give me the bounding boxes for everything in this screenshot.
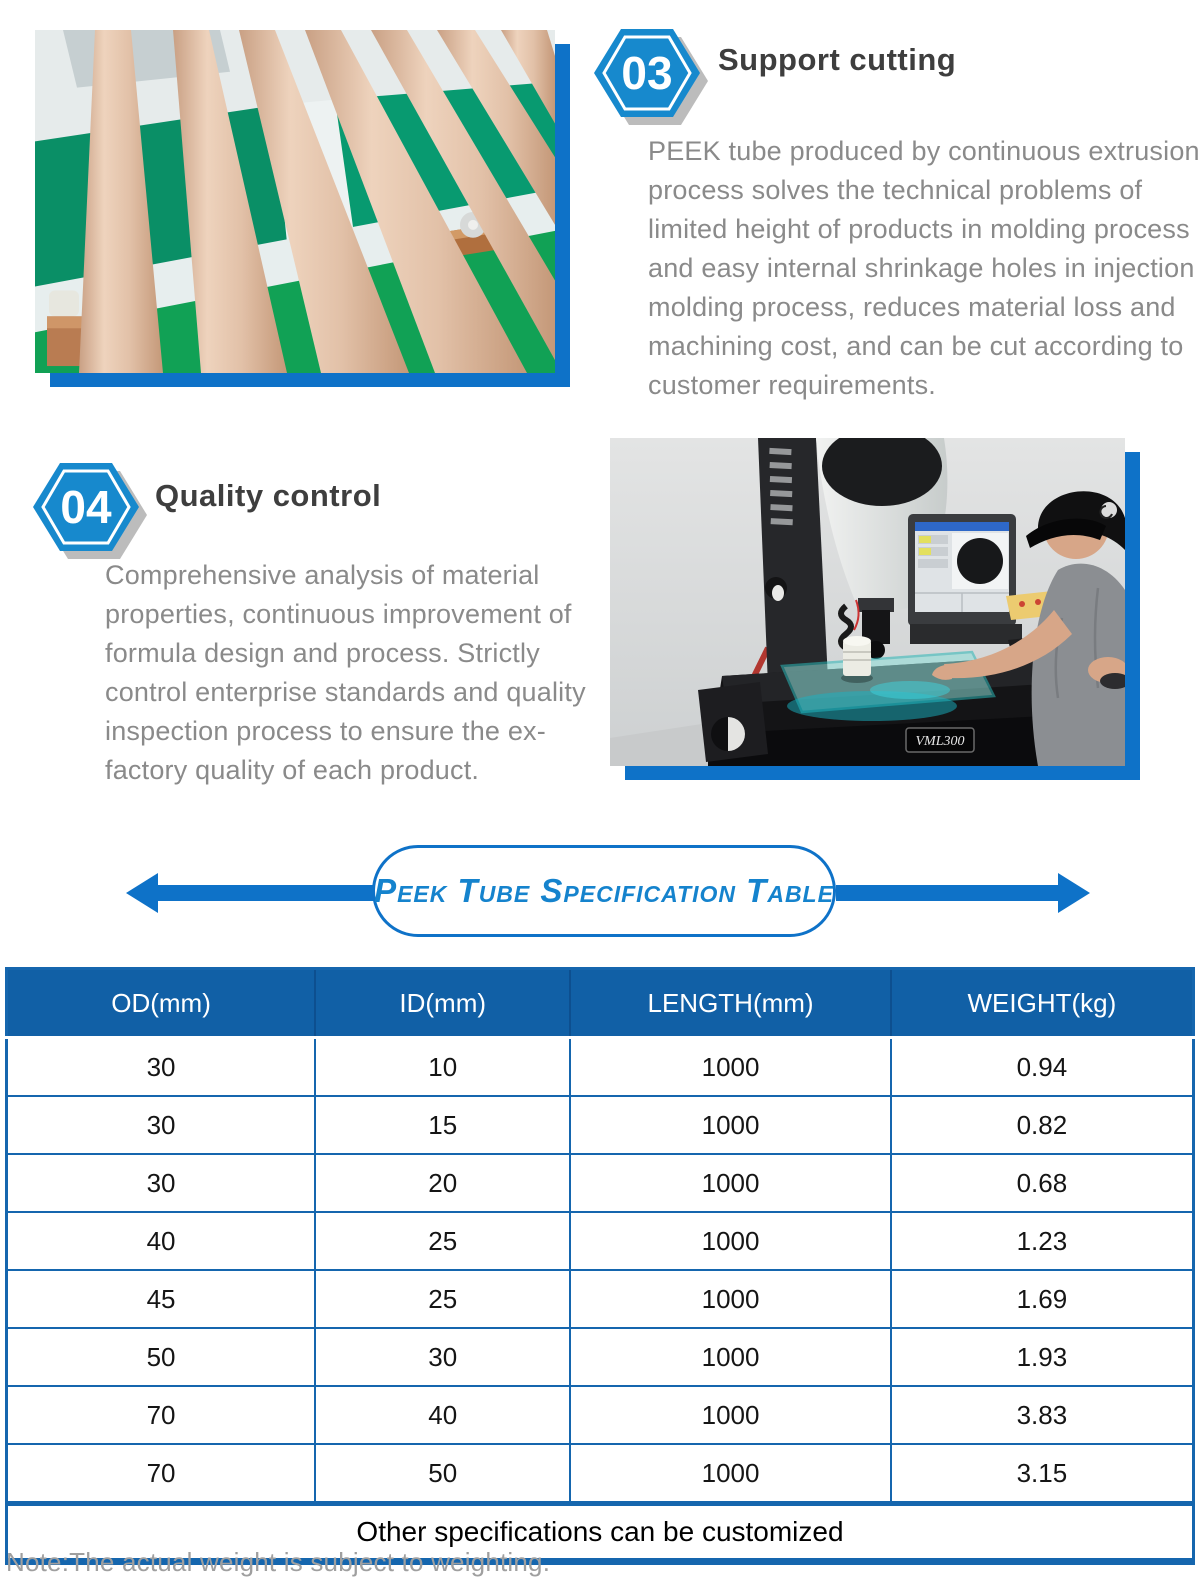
column-header-weight: WEIGHT(kg)	[891, 969, 1194, 1038]
table-row	[7, 1212, 1194, 1270]
spec-table	[5, 967, 1195, 1565]
spec-cell: 20	[315, 1154, 570, 1212]
step-description: Comprehensive analysis of material properties, continuous improvement of formula design and process. Strictly control enterprise standards and quality inspection process to ensure the ex-factory quality of each product.	[105, 560, 586, 785]
spec-cell: 1000	[570, 1444, 890, 1504]
spec-cell: 30	[315, 1328, 570, 1386]
spec-cell: 40	[7, 1212, 316, 1270]
spec-header-row	[7, 969, 1194, 1038]
spec-banner-title: Peek Tube Specification Table	[374, 872, 834, 909]
table-row	[7, 1328, 1194, 1386]
spec-cell: 25	[315, 1212, 570, 1270]
step-title: Support cutting	[718, 42, 957, 77]
spec-cell: 3.15	[891, 1444, 1194, 1504]
spec-cell: 30	[7, 1154, 316, 1212]
table-row	[7, 1038, 1194, 1097]
spec-cell: 1000	[570, 1154, 890, 1212]
peek-tubes-illustration	[35, 30, 555, 373]
spec-banner	[372, 845, 836, 937]
spec-cell: 1.93	[891, 1328, 1194, 1386]
spec-cell: 70	[7, 1444, 316, 1504]
spec-cell: 1000	[570, 1386, 890, 1444]
table-row	[7, 1270, 1194, 1328]
spec-cell: 0.94	[891, 1038, 1194, 1097]
weight-note: Note:The actual weight is subject to weighting.	[6, 1547, 551, 1577]
spec-cell: 50	[315, 1444, 570, 1504]
table-row	[7, 1386, 1194, 1444]
spec-cell: 0.68	[891, 1154, 1194, 1212]
spec-cell: 45	[7, 1270, 316, 1328]
machine-model-label: VML300	[915, 734, 965, 749]
quality-control-illustration	[610, 438, 1125, 766]
hexagon-badge-icon	[594, 26, 700, 120]
spec-cell: 1000	[570, 1096, 890, 1154]
spec-cell: 0.82	[891, 1096, 1194, 1154]
quality-control-photo	[610, 438, 1125, 766]
table-row	[7, 1096, 1194, 1154]
step-title: Quality control	[155, 478, 382, 513]
step-badge-04	[33, 460, 139, 554]
spec-cell: 50	[7, 1328, 316, 1386]
spec-cell: 1000	[570, 1038, 890, 1097]
right-arrow-icon	[836, 871, 1094, 915]
column-header-length: LENGTH(mm)	[570, 969, 890, 1038]
spec-cell: 30	[7, 1038, 316, 1097]
spec-table-footer: Other specifications can be customized	[7, 1504, 1194, 1562]
spec-cell: 25	[315, 1270, 570, 1328]
spec-cell: 3.83	[891, 1386, 1194, 1444]
hexagon-badge-icon	[33, 460, 139, 554]
column-header-od: OD(mm)	[7, 969, 316, 1038]
spec-cell: 1000	[570, 1270, 890, 1328]
table-row	[7, 1444, 1194, 1504]
spec-cell: 15	[315, 1096, 570, 1154]
left-arrow-icon	[122, 871, 378, 915]
step-number: 04	[60, 481, 112, 533]
spec-cell: 10	[315, 1038, 570, 1097]
spec-cell: 70	[7, 1386, 316, 1444]
column-header-id: ID(mm)	[315, 969, 570, 1038]
spec-cell: 1.23	[891, 1212, 1194, 1270]
spec-cell: 1.69	[891, 1270, 1194, 1328]
step-description: PEEK tube produced by continuous extrusion process solves the technical problems of limited height of products in molding process and easy internal shrinkage holes in injection molding process, reduces material loss and machining cost, and can be cut according to customer requirements.	[648, 136, 1200, 400]
table-row	[7, 1154, 1194, 1212]
spec-cell: 1000	[570, 1212, 890, 1270]
spec-cell: 1000	[570, 1328, 890, 1386]
spec-cell: 40	[315, 1386, 570, 1444]
spec-cell: 30	[7, 1096, 316, 1154]
step-number: 03	[621, 47, 673, 99]
step-badge-03	[594, 26, 700, 120]
peek-tubes-photo	[35, 30, 555, 373]
